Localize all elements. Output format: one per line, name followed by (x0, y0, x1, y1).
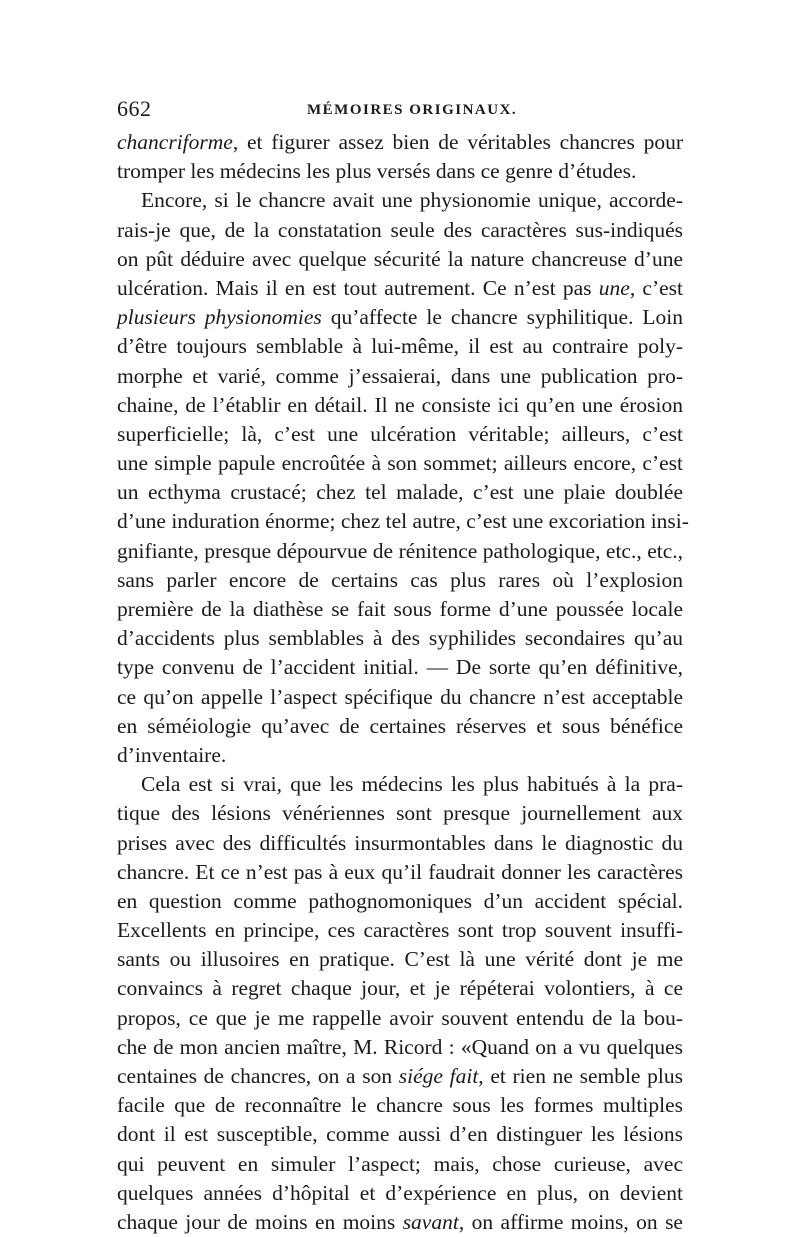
running-title: MÉMOIRES ORIGINAUX. (307, 102, 518, 118)
text-line: on pût déduire avec quelque sécurité la nature chancreuse d’une (117, 246, 683, 271)
text-line: qui peuvent en simuler l’aspect; mais, chose curieuse, avec (117, 1151, 683, 1176)
text-line: prises avec des difficultés insurmontables dans le diagnostic du (117, 830, 683, 855)
text-line: che de mon ancien maître, M. Ricord : «Quand on a vu quelques (117, 1034, 683, 1059)
text-line: Excellents en principe, ces caractères sont trop souvent insuffi- (117, 918, 683, 943)
text-line: ulcération. Mais il en est tout autrement. Ce n’est pas une, c’est (117, 275, 683, 300)
text-line: première de la diathèse se fait sous forme d’une poussée locale (117, 597, 683, 621)
text-line: quelques années d’hôpital et d’expérience en plus, on devient (117, 1180, 683, 1205)
text-line: facile que de reconnaître le chancre sous les formes multiples (117, 1093, 683, 1118)
text-line: en séméiologie qu’avec de certaines réserves et sous bénéfice (117, 713, 683, 738)
body-text (117, 128, 689, 1237)
text-line: chancriforme, et figurer assez bien de véritables chancres pour (117, 130, 683, 154)
text-line: une simple papule encroûtée à son sommet; ailleurs encore, c’est (117, 451, 683, 476)
text-line: tique des lésions vénériennes sont presque journellement aux (117, 801, 683, 826)
text-line: sans parler encore de certains cas plus rares où l’explosion (117, 567, 683, 592)
text-line: chaque jour de moins en moins savant, on affirme moins, on se (117, 1209, 683, 1234)
text-line: centaines de chancres, on a son siége fait, et rien ne semble plus (117, 1064, 683, 1088)
text-line: chaine, de l’établir en détail. Il ne consiste ici qu’en une érosion (117, 392, 683, 417)
text-line: chancre. Et ce n’est pas à eux qu’il faudrait donner les caractères (117, 859, 683, 884)
text-line: tromper les médecins les plus versés dans ce genre d’études. (117, 159, 637, 184)
text-line: plusieurs physionomies qu’affecte le chancre syphilitique. Loin (117, 305, 683, 330)
text-line: propos, ce que je me rappelle avoir souvent entendu de la bou- (117, 1005, 683, 1030)
text-line: dont il est susceptible, comme aussi d’en distinguer les lésions (117, 1122, 683, 1147)
text-line: superficielle; là, c’est une ulcération véritable; ailleurs, c’est (117, 421, 683, 446)
text-line: morphe et varié, comme j’essaierai, dans une publication pro- (117, 363, 683, 388)
text-line: en question comme pathognomoniques d’un accident spécial. (117, 888, 683, 913)
text-line: d’une induration énorme; chez tel autre, c’est une excoriation insi- (117, 509, 689, 534)
page-number: 662 (117, 96, 152, 121)
text-line: d’accidents plus semblables à des syphilides secondaires qu’au (117, 626, 683, 651)
paragraph-first-line: Cela est si vrai, que les médecins les plus habitués à la pra- (141, 772, 683, 797)
text-line: d’inventaire. (117, 742, 227, 767)
text-line: type convenu de l’accident initial. — De sorte qu’en définitive, (117, 655, 683, 680)
paragraph-first-line: Encore, si le chancre avait une physionomie unique, accorde- (141, 188, 683, 213)
text-line: d’être toujours semblable à lui-même, il est au contraire poly- (117, 334, 683, 359)
text-line: gnifiante, presque dépourvue de rénitence pathologique, etc., etc., (117, 538, 683, 563)
text-line: sants ou illusoires en pratique. C’est là une vérité dont je me (117, 947, 683, 972)
text-line: ce qu’on appelle l’aspect spécifique du chancre n’est acceptable (117, 684, 683, 709)
text-line: rais-je que, de la constatation seule des caractères sus-indiqués (117, 217, 683, 242)
text-line: convaincs à regret chaque jour, et je répéterai volontiers, à ce (117, 976, 683, 1001)
running-head (117, 96, 683, 126)
text-line: un ecthyma crustacé; chez tel malade, c’est une plaie doublée (117, 480, 683, 505)
